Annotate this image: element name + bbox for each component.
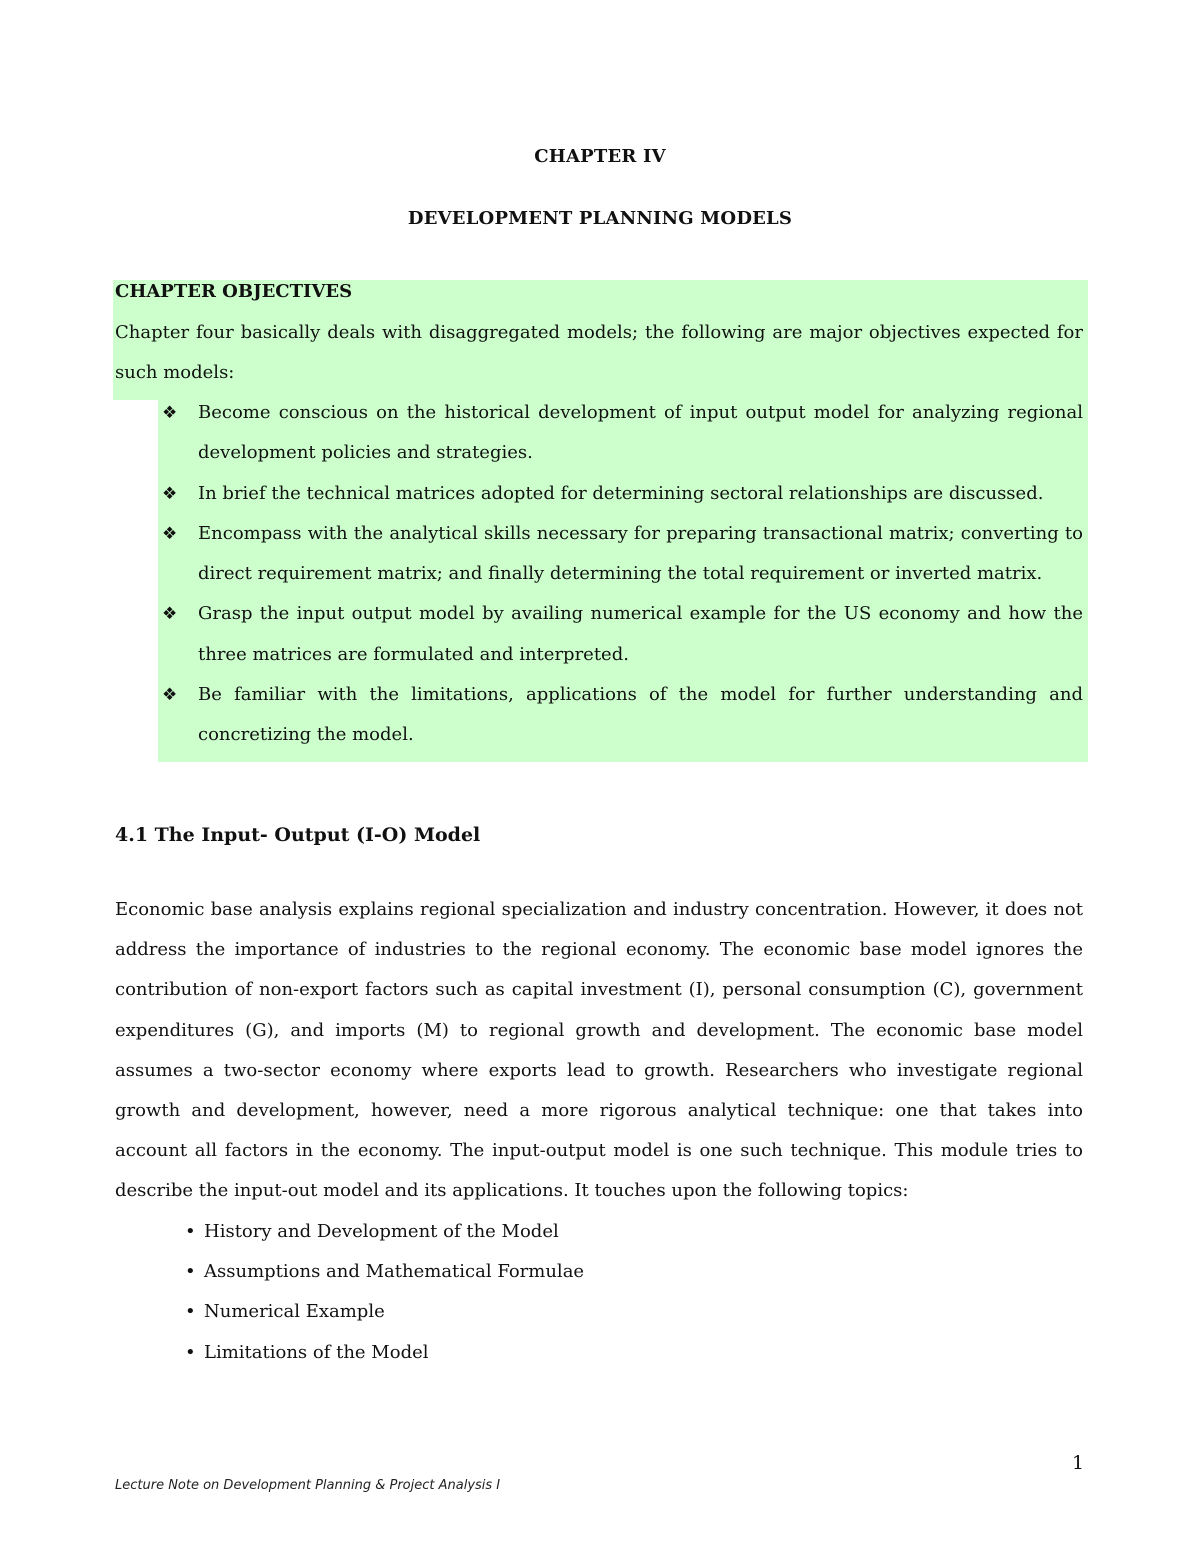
objective-text: Grasp the input output model by availing numerical example for the US economy and how the three matrices are formulated and interpreted.: [198, 603, 1083, 665]
topic-text: History and Development of the Model: [204, 1221, 559, 1242]
objective-item: [160, 393, 1083, 474]
topic-text: Numerical Example: [204, 1301, 385, 1323]
bullet-icon: •: [185, 1301, 196, 1323]
topic-text: Limitations of the Model: [204, 1341, 429, 1363]
bullet-icon: •: [185, 1341, 196, 1363]
objective-item: [160, 514, 1083, 595]
objective-text: Become conscious on the historical development of input output model for analyzing regional development policies and strategies.: [198, 402, 1083, 464]
objective-item: [160, 474, 1083, 514]
objectives-intro: Chapter four basically deals with disaggregated models; the following are major objectives expected for such models:: [115, 322, 1083, 383]
objective-text: Be familiar with the limitations, applications of the model for further understanding and concretizing the model.: [198, 684, 1083, 746]
chapter-title: CHAPTER IV: [534, 146, 666, 167]
objective-text: Encompass with the analytical skills necessary for preparing transactional matrix; converting to direct requirement matrix; and finally determining the total requirement or inverted matrix.: [198, 522, 1083, 585]
bullet-icon: •: [185, 1221, 196, 1242]
diamond-bullet-icon: ❖: [162, 403, 178, 423]
topic-text: Assumptions and Mathematical Formulae: [204, 1261, 585, 1283]
diamond-bullet-icon: ❖: [162, 685, 178, 706]
topic-list: [185, 1212, 584, 1373]
diamond-bullet-icon: ❖: [162, 483, 178, 504]
page-number: 1: [1072, 1452, 1085, 1474]
bullet-icon: •: [185, 1261, 196, 1283]
topic-item: [185, 1212, 584, 1252]
diamond-bullet-icon: ❖: [162, 604, 178, 625]
topic-item: [185, 1252, 584, 1292]
objectives-list: [160, 393, 1083, 756]
objective-item: [160, 594, 1083, 675]
objective-item: [160, 675, 1083, 756]
diamond-bullet-icon: ❖: [162, 523, 178, 544]
objective-text: In brief the technical matrices adopted for determining sectoral relationships are discussed.: [198, 482, 1044, 504]
body-paragraph: Economic base analysis explains regional specialization and industry concentration. However, it does not address the importance of industries to the regional economy. The economic base model ignores the contribution of non-export factors such as capital investment (I), personal consumption (C), government expenditures (G), and imports (M) to regional growth and development. The economic base model assumes a two-sector economy where exports lead to growth. Researchers who investigate regional growth and development, however, need a more rigorous analytical technique: one that takes into account all factors in the economy. The input-output model is one such technique. This module tries to describe the input-out model and its applications. It touches upon the following topics:: [115, 899, 1083, 1202]
objectives-heading: CHAPTER OBJECTIVES: [115, 281, 353, 302]
section-heading: 4.1 The Input- Output (I-O) Model: [115, 824, 481, 846]
chapter-subtitle: DEVELOPMENT PLANNING MODELS: [407, 208, 793, 229]
running-footer: Lecture Note on Development Planning & Project Analysis I: [115, 1478, 501, 1493]
topic-item: [185, 1292, 584, 1332]
topic-item: [185, 1333, 584, 1373]
